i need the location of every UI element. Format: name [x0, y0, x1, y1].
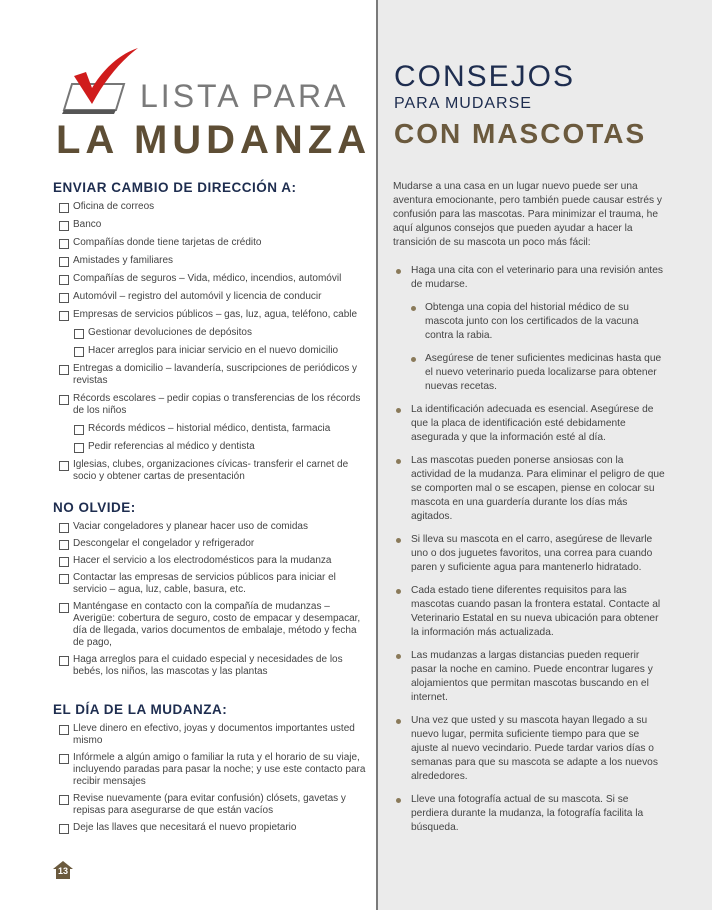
section-heading: ENVIAR CAMBIO DE DIRECCIÓN A:: [53, 180, 297, 195]
checkmark-ballot-icon: [58, 46, 148, 118]
checkbox[interactable]: [59, 239, 69, 249]
bullet-icon: [396, 408, 401, 413]
checkbox[interactable]: [59, 725, 69, 735]
checklist-item[interactable]: Entregas a domicilio – lavandería, suscripciones de periódicos y revistas: [53, 363, 368, 387]
bullet-icon: [396, 269, 401, 274]
checkbox[interactable]: [59, 824, 69, 834]
checkbox[interactable]: [59, 540, 69, 550]
tip-item: Cada estado tiene diferentes requisitos para las mascotas cuando pasan la frontera estatal. Contacte al Veterinario Estatal en su nueva ubicación para obtener la información más actualizada.: [393, 584, 665, 640]
checklist-item[interactable]: Descongelar el congelador y refrigerador: [53, 538, 368, 550]
checklist-item[interactable]: Deje las llaves que necesitará el nuevo propietario: [53, 822, 368, 834]
checkbox[interactable]: [59, 461, 69, 471]
checklist-item[interactable]: Manténgase en contacto con la compañía de mudanzas – Averigüe: cobertura de seguro, costo de empacar y desempacar, día de llegada, varios documentos de embalaje, método y fecha de pago,: [53, 601, 368, 649]
checklist-item[interactable]: Vaciar congeladores y planear hacer uso de comidas: [53, 521, 368, 533]
checklist-item[interactable]: Hacer el servicio a los electrodomésticos para la mudanza: [53, 555, 368, 567]
checkbox[interactable]: [59, 795, 69, 805]
checklist-item[interactable]: Oficina de correos: [53, 201, 368, 213]
tip-item: Las mudanzas a largas distancias pueden requerir pasar la noche en camino. Puede encontrar lugares y alojamientos que permitan mascotas buscando en el internet.: [393, 649, 665, 705]
tip-item: Si lleva su mascota en el carro, asegúrese de llevarle uno o dos juguetes favoritos, una correa para cuando paren y suficiente agua para mantenerlo hidratado.: [393, 533, 665, 575]
checkbox[interactable]: [59, 574, 69, 584]
checkbox[interactable]: [74, 443, 84, 453]
checkbox[interactable]: [59, 557, 69, 567]
bullet-icon: [396, 589, 401, 594]
tip-item: Lleve una fotografía actual de su mascota. Si se perdiera durante la mudanza, la fotografía facilita la búsqueda.: [393, 793, 665, 835]
checklist-item[interactable]: Amistades y familiares: [53, 255, 368, 267]
checkbox[interactable]: [59, 395, 69, 405]
bullet-icon: [396, 654, 401, 659]
checklist-item[interactable]: Automóvil – registro del automóvil y licencia de conducir: [53, 291, 368, 303]
bullet-icon: [396, 798, 401, 803]
tips-title-line2: PARA MUDARSE: [394, 95, 532, 112]
section-heading: NO OLVIDE:: [53, 500, 136, 515]
tips-intro: Mudarse a una casa en un lugar nuevo puede ser una aventura emocionante, pero también puede causar estrés y confusión para las mascotas. Para minimizar el trauma, he aquí algunos consejos que pueden ayudar a hacer la transición de su mascota un poco más fácil:: [393, 181, 662, 248]
checkbox[interactable]: [59, 365, 69, 375]
tip-subitem: Asegúrese de tener suficientes medicinas hasta que el nuevo veterinario pueda localizarse para obtener nuevas recetas.: [393, 352, 665, 394]
tip-item: Una vez que usted y su mascota hayan llegado a su nuevo lugar, permita suficiente tiempo para que se ajuste al nuevo vecindario. Puede tardar varios días o semanas para que su mascota se adapte a los nuevos alrededores.: [393, 714, 665, 784]
checklist-title-line2: LA MUDANZA: [56, 118, 372, 162]
tip-subitem: Obtenga una copia del historial médico de su mascota junto con los certificados de la vacuna contra la rabia.: [393, 301, 665, 343]
checkbox[interactable]: [59, 754, 69, 764]
checkbox[interactable]: [59, 293, 69, 303]
checklist-item[interactable]: Compañías de seguros – Vida, médico, incendios, automóvil: [53, 273, 368, 285]
checkbox[interactable]: [59, 603, 69, 613]
bullet-icon: [396, 459, 401, 464]
checkbox[interactable]: [59, 203, 69, 213]
tip-item: La identificación adecuada es esencial. Asegúrese de que la placa de identificación esté debidamente asegurada y que la información esté al día.: [393, 403, 665, 445]
page-number: 13: [57, 866, 68, 876]
checkbox[interactable]: [74, 425, 84, 435]
tip-item: Las mascotas pueden ponerse ansiosas con la actividad de la mudanza. Para eliminar el peligro de que se comporten mal o se escapen, piense en colocar su mascota en una guardería durante los días más agitados.: [393, 454, 665, 524]
checkbox[interactable]: [74, 329, 84, 339]
checklist-subitem[interactable]: Récords médicos – historial médico, dentista, farmacia: [53, 423, 368, 435]
checklist-item[interactable]: Lleve dinero en efectivo, joyas y documentos importantes usted mismo: [53, 723, 368, 747]
checklist-title-line1: LISTA PARA: [140, 78, 349, 114]
tips-title-line1: CONSEJOS: [394, 60, 576, 93]
checklist-item[interactable]: Contactar las empresas de servicios públicos para iniciar el servicio – agua, luz, cable, basura, etc.: [53, 572, 368, 596]
checklist-subitem[interactable]: Hacer arreglos para iniciar servicio en el nuevo domicilio: [53, 345, 368, 357]
checklist-item[interactable]: Empresas de servicios públicos – gas, luz, agua, teléfono, cable: [53, 309, 368, 321]
checkbox[interactable]: [59, 221, 69, 231]
checkbox[interactable]: [59, 311, 69, 321]
checklist-subitem[interactable]: Pedir referencias al médico y dentista: [53, 441, 368, 453]
bullet-icon: [411, 306, 416, 311]
tips-list: [393, 264, 665, 844]
checkbox[interactable]: [59, 656, 69, 666]
checklist-item[interactable]: Récords escolares – pedir copias o transferencias de los récords de los niños: [53, 393, 368, 417]
tips-title-line3: CON MASCOTAS: [394, 118, 647, 149]
checklist-item[interactable]: Iglesias, clubes, organizaciones cívicas- transferir el carnet de socio y obtener cartas de presentación: [53, 459, 368, 483]
section-heading: EL DÍA DE LA MUDANZA:: [53, 702, 228, 717]
section-moving-day: [53, 702, 368, 839]
checkbox[interactable]: [59, 275, 69, 285]
checklist-item[interactable]: Infórmele a algún amigo o familiar la ruta y el horario de su viaje, incluyendo paradas para pasar la noche; y use este contacto para recibir mensajes: [53, 752, 368, 788]
tip-item: Haga una cita con el veterinario para una revisión antes de mudarse.: [393, 264, 665, 292]
checkbox[interactable]: [74, 347, 84, 357]
checklist-item[interactable]: Revise nuevamente (para evitar confusión) clósets, gavetas y repisas para asegurarse de que están vacíos: [53, 793, 368, 817]
section-change-address: [53, 180, 368, 489]
bullet-icon: [396, 538, 401, 543]
bullet-icon: [396, 719, 401, 724]
checklist-item[interactable]: Banco: [53, 219, 368, 231]
section-dont-forget: [53, 500, 368, 683]
checklist-item[interactable]: Haga arreglos para el cuidado especial y necesidades de los bebés, los niños, las mascotas y las plantas: [53, 654, 368, 678]
checkbox[interactable]: [59, 257, 69, 267]
checklist-subitem[interactable]: Gestionar devoluciones de depósitos: [53, 327, 368, 339]
bullet-icon: [411, 357, 416, 362]
checkbox[interactable]: [59, 523, 69, 533]
checklist-item[interactable]: Compañías donde tiene tarjetas de crédito: [53, 237, 368, 249]
